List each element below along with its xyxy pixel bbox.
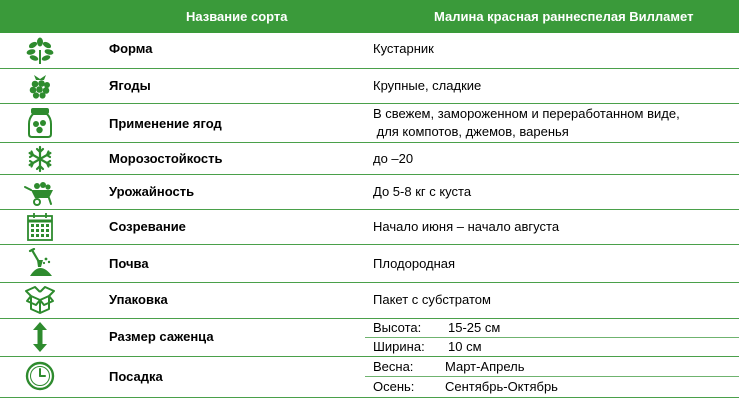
clock-icon — [22, 361, 58, 391]
row-value: Кустарник — [373, 41, 434, 56]
row-name: Ягоды — [109, 78, 151, 93]
row-name: Размер саженца — [109, 329, 214, 344]
sub-key: Высота: — [373, 320, 422, 335]
row-name: Созревание — [109, 219, 186, 234]
row-value: Пакет с субстратом — [373, 292, 491, 307]
header-name-label: Название сорта — [186, 9, 288, 24]
berry-icon — [22, 71, 58, 101]
snowflake-icon — [22, 144, 58, 174]
row-name: Форма — [109, 41, 153, 56]
table-row — [0, 245, 739, 282]
height-arrow-icon — [22, 322, 58, 352]
table-row — [0, 175, 739, 209]
row-value: Начало июня – начало августа — [373, 219, 560, 234]
table-row — [0, 33, 739, 68]
sub-value: 15-25 см — [448, 320, 501, 335]
box-icon — [22, 285, 58, 315]
sub-value: Март-Апрель — [445, 359, 525, 374]
row-value: Плодородная — [373, 256, 456, 271]
header-value-label: Малина красная раннеспелая Вилламет — [434, 9, 694, 24]
sub-value: 10 см — [448, 339, 482, 354]
row-divider — [0, 397, 739, 398]
row-name: Применение ягод — [109, 116, 222, 131]
row-value-line1: В свежем, замороженном и переработанном виде, — [373, 106, 680, 121]
table-row — [0, 104, 739, 142]
table-row — [0, 357, 739, 397]
shovel-soil-icon — [22, 248, 58, 278]
table-row — [0, 210, 739, 244]
row-name: Урожайность — [109, 184, 195, 199]
wheelbarrow-icon — [22, 177, 58, 207]
table-row — [0, 69, 739, 103]
sub-value: Сентябрь-Октябрь — [445, 379, 558, 394]
sub-key: Ширина: — [373, 339, 425, 354]
row-value: Крупные, сладкие — [373, 78, 482, 93]
table-header — [0, 0, 739, 33]
calendar-icon — [22, 212, 58, 242]
row-value: до –20 — [373, 151, 414, 166]
row-name: Упаковка — [109, 292, 168, 307]
row-value: До 5-8 кг с куста — [373, 184, 472, 199]
bush-icon — [22, 36, 58, 66]
table-row — [0, 283, 739, 318]
sub-key: Весна: — [373, 359, 414, 374]
table-row — [0, 143, 739, 174]
row-name: Почва — [109, 256, 149, 271]
row-value-line2: для компотов, джемов, варенья — [373, 124, 569, 139]
sub-divider — [365, 337, 739, 338]
row-name: Посадка — [109, 369, 163, 384]
sub-key: Осень: — [373, 379, 415, 394]
sub-divider — [365, 376, 739, 377]
row-name: Морозостойкость — [109, 151, 223, 166]
jar-icon — [22, 108, 58, 138]
